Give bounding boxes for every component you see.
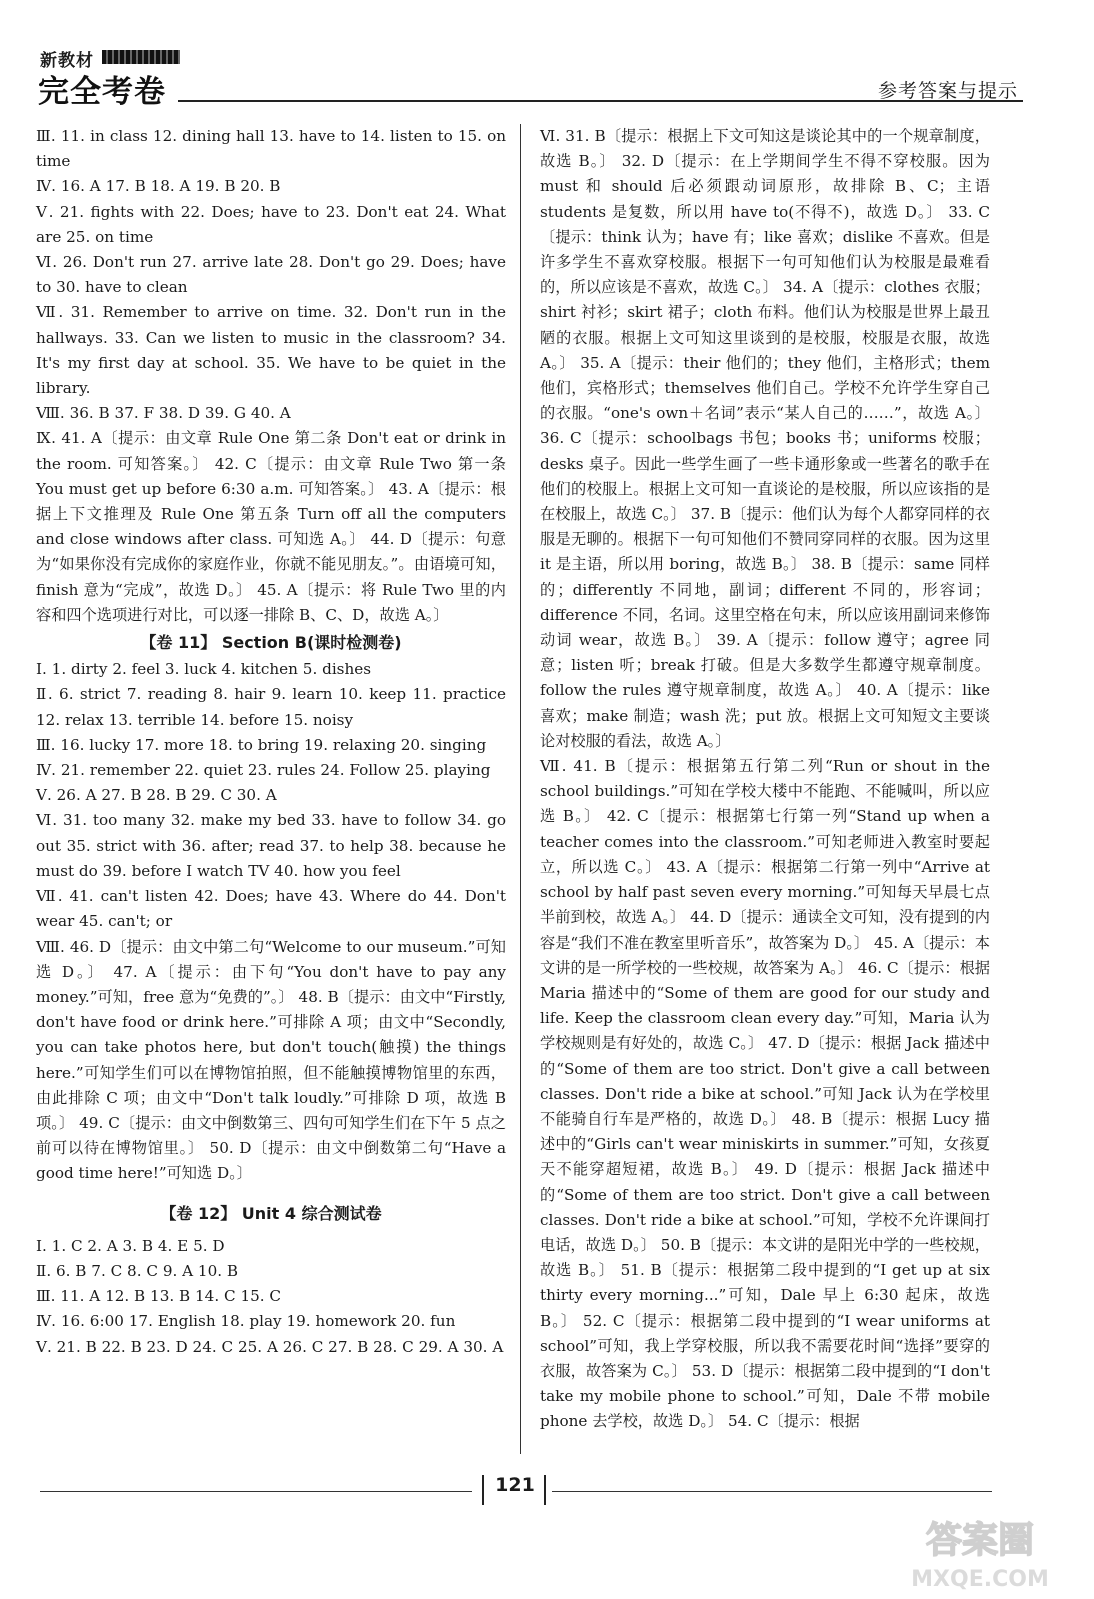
answer-block: Ⅳ. 16. 6:00 17. English 18. play 19. homework 20. fun [36, 1312, 456, 1331]
footer-bracket-left [482, 1475, 484, 1505]
paper-heading: 【卷 12】 Unit 4 综合测试卷 [160, 1203, 382, 1223]
watermark-logo [880, 1508, 1080, 1592]
answer-block: Ⅸ. 41. A〔提示：由文章 Rule One 第二条 Don't eat or drink in the room. 可知答案。〕 42. C〔提示：由文章 Rule Two 第一条 You must get up before 6:30 a.m. 可知答案。〕 43. A〔提示：根据上下文推理及 Rule One 第五条 Turn off all the computers and close windows after class. 可知选 A。〕 44. D〔提示：句意为“如果你没有完成你的家庭作业，你就不能见朋友。”。由语境可知，finish 意为“完成”，故选 D。〕 45. A〔提示：将 Rule Two 里的内容和四个选项进行对比，可以逐一排除 B、C、D，故选 A。〕 [36, 429, 506, 624]
answer-block: Ⅲ. 11. in class 12. dining hall 13. have to 14. listen to 15. on time [36, 127, 506, 171]
footer-rule-left [40, 1491, 472, 1492]
answer-block: Ⅱ. 6. strict 7. reading 8. hair 9. learn 10. keep 11. practice 12. relax 13. terrible 14. before 15. noisy [36, 685, 506, 729]
answer-block: Ⅰ. 1. C 2. A 3. B 4. E 5. D [36, 1236, 225, 1255]
answer-block: Ⅵ. 31. too many 32. make my bed 33. have to follow 34. go out 35. strict with 36. after; read 37. to help 38. because he must do 39. before I watch TV 40. how you feel [36, 811, 506, 880]
page-header [38, 42, 1058, 110]
answer-block: Ⅴ. 26. A 27. B 28. B 29. C 30. A [36, 786, 277, 805]
brand-decoration [102, 50, 180, 64]
section-title: 参考答案与提示 [877, 80, 1018, 102]
footer-rule-right [552, 1491, 992, 1492]
answer-block: Ⅶ. 41. B〔提示：根据第五行第二列“Run or shout in the school buildings.”可知在学校大楼中不能跑、不能喊叫，所以应选 B。〕 42. C〔提示：根据第七行第一列“Stand up when a teacher comes into the classroom.”可知老师进入教室时要起立，所以选 C。〕 43. A〔提示：根据第二行第一列中“Arrive at school by half past seven every morning.”可知每天早晨七点半前到校，故选 A。〕 44. D〔提示：通读全文可知，没有提到的内容是“我们不准在教室里听音乐”，故答案为 D。〕 45. A〔提示：本文讲的是一所学校的一些校规，故答案为 A。〕 46. C〔提示：根据 Maria 描述中的“Some of them are good for our study and life. Keep the classroom clean every day.”可知，Maria 认为学校规则是有好处的，故选 C。〕 47. D〔提示：根据 Jack 描述中的“Some of them are too strict. Don't give a call between classes. Don't ride a bike at school.”可知 Jack 认为在学校里不能骑自行车是严格的，故选 D。〕 48. B〔提示：根据 Lucy 描述中的“Girls can't wear miniskirts in summer.”可知，女孩夏天不能穿超短裙，故选 B。〕 49. D〔提示：根据 Jack 描述中的“Some of them are too strict. Don't give a call between classes. Don't ride a bike at school.”可知，学校不允许课间打电话，故选 D。〕 50. B〔提示：本文讲的是阳光中学的一些校规，故选 B。〕 51. B〔提示：根据第二段中提到的“I get up at six thirty every morning...”可知，Dale 早上 6:30 起床，故选 B。〕 52. C〔提示：根据第二段中提到的“I wear uniforms at school”可知，我上学穿校服，所以我不需要花时间“选择”要穿的衣服，故答案为 C。〕 53. D〔提示：根据第二段中提到的“I don't take my mobile phone to school.”可知，Dale 不带 mobile phone 去学校，故选 D。〕 54. C〔提示：根据 [540, 757, 990, 1431]
answer-block: Ⅵ. 31. B〔提示：根据上下文可知这是谈论其中的一个规章制度，故选 B。〕 32. D〔提示：在上学期间学生不得不穿校服。因为 must 和 should 后必须跟动词原形，故排除 B、C；主语 students 是复数，所以用 have to(不得不)，故选 D。〕 33. C〔提示：think 认为；have 有；like 喜欢；dislike 不喜欢。但是许多学生不喜欢穿校服。根据下一句可知他们认为校服是最难看的，所以应该是不喜欢，故选 C。〕 34. A〔提示：clothes 衣服；shirt 衬衫；skirt 裙子；cloth 布料。他们认为校服是世界上最丑陋的衣服。根据上文可知这里谈到的是校服，校服是衣服，故选 A。〕 35. A〔提示：their 他们的；they 他们，主格形式；them 他们，宾格形式；themselves 他们自己。学校不允许学生穿自己的衣服。“one's own＋名词”表示“某人自己的……”，故选 A。〕 36. C〔提示：schoolbags 书包；books 书；uniforms 校服；desks 桌子。因此一些学生画了一些卡通形象或一些著名的歌手在他们的校服上。根据上文可知一直谈论的是校服，所以应该指的是在校服上，故选 C。〕 37. B〔提示：他们认为每个人都穿同样的衣服是无聊的。根据下一句可知他们不赞同穿同样的衣服。因为这里 it 是主语，所以用 boring，故选 B。〕 38. B〔提示：same 同样的；differently 不同地，副词；different 不同的，形容词；difference 不同，名词。这里空格在句末，所以应该用副词来修饰动词 wear，故选 B。〕 39. A〔提示：follow 遵守；agree 同意；listen 听；break 打破。但是大多数学生都遵守规章制度。follow the rules 遵守规章制度，故选 A。〕 40. A〔提示：like 喜欢；make 制造；wash 洗；put 放。根据上文可知短文主要谈论对校服的看法，故选 A。〕 [540, 127, 990, 750]
answer-block: Ⅶ. 41. can't listen 42. Does; have 43. Where do 44. Don't wear 45. can't; or [36, 887, 506, 931]
answer-block: Ⅱ. 6. B 7. C 8. C 9. A 10. B [36, 1261, 239, 1280]
answer-block: Ⅳ. 16. A 17. B 18. A 19. B 20. B [36, 177, 281, 196]
footer-bracket-right [544, 1475, 546, 1505]
watermark-text: 答案圈 [925, 1520, 1035, 1561]
answer-block: Ⅴ. 21. fights with 22. Does; have to 23. Don't eat 24. What are 25. on time [36, 202, 506, 246]
answer-block: Ⅳ. 21. remember 22. quiet 23. rules 24. Follow 25. playing [36, 761, 491, 780]
answer-block: Ⅷ. 46. D〔提示：由文中第二句“Welcome to our museum.”可知选 D。〕 47. A〔提示：由下句“You don't have to pay any money.”可知，free 意为“免费的”。〕 48. B〔提示：由文中“Firstly, don't have food or drink here.”可排除 A 项；由文中“Secondly, you can take photos here, but don't touch(触摸) the things here.”可知学生们可以在博物馆拍照，但不能触摸博物馆里的东西，由此排除 C 项；由文中“Don't talk loudly.”可排除 D 项，故选 B 项。〕 49. C〔提示：由文中倒数第三、四句可知学生们在下午 5 点之前可以待在博物馆里。〕 50. D〔提示：由文中倒数第二句“Have a good time here!”可知选 D。〕 [36, 937, 506, 1183]
answer-block: Ⅶ. 31. Remember to arrive on time. 32. Don't run in the hallways. 33. Can we listen to music in the classroom? 34. It's my first day at school. 35. We have to be quiet in the library. [36, 303, 506, 398]
answer-block: Ⅲ. 11. A 12. B 13. B 14. C 15. C [36, 1287, 282, 1306]
watermark-domain: MXQE.COM [911, 1567, 1049, 1592]
answer-block: Ⅷ. 36. B 37. F 38. D 39. G 40. A [36, 404, 291, 423]
right-column [540, 124, 990, 1435]
answer-block: Ⅲ. 16. lucky 17. more 18. to bring 19. relaxing 20. singing [36, 735, 487, 754]
brand-small-label: 新教材 [40, 51, 94, 71]
brand-logo-text: 完全考卷 [38, 74, 166, 110]
left-column [36, 124, 506, 1360]
paper-heading: 【卷 11】 Section B(课时检测卷) [140, 633, 402, 653]
answer-block: Ⅴ. 21. B 22. B 23. D 24. C 25. A 26. C 27. B 28. C 29. A 30. A [36, 1337, 504, 1356]
page-number: 121 [495, 1474, 535, 1496]
answer-block: Ⅰ. 1. dirty 2. feel 3. luck 4. kitchen 5. dishes [36, 660, 372, 679]
column-divider [520, 124, 521, 1454]
answer-block: Ⅵ. 26. Don't run 27. arrive late 28. Don't go 29. Does; have to 30. have to clean [36, 253, 506, 297]
